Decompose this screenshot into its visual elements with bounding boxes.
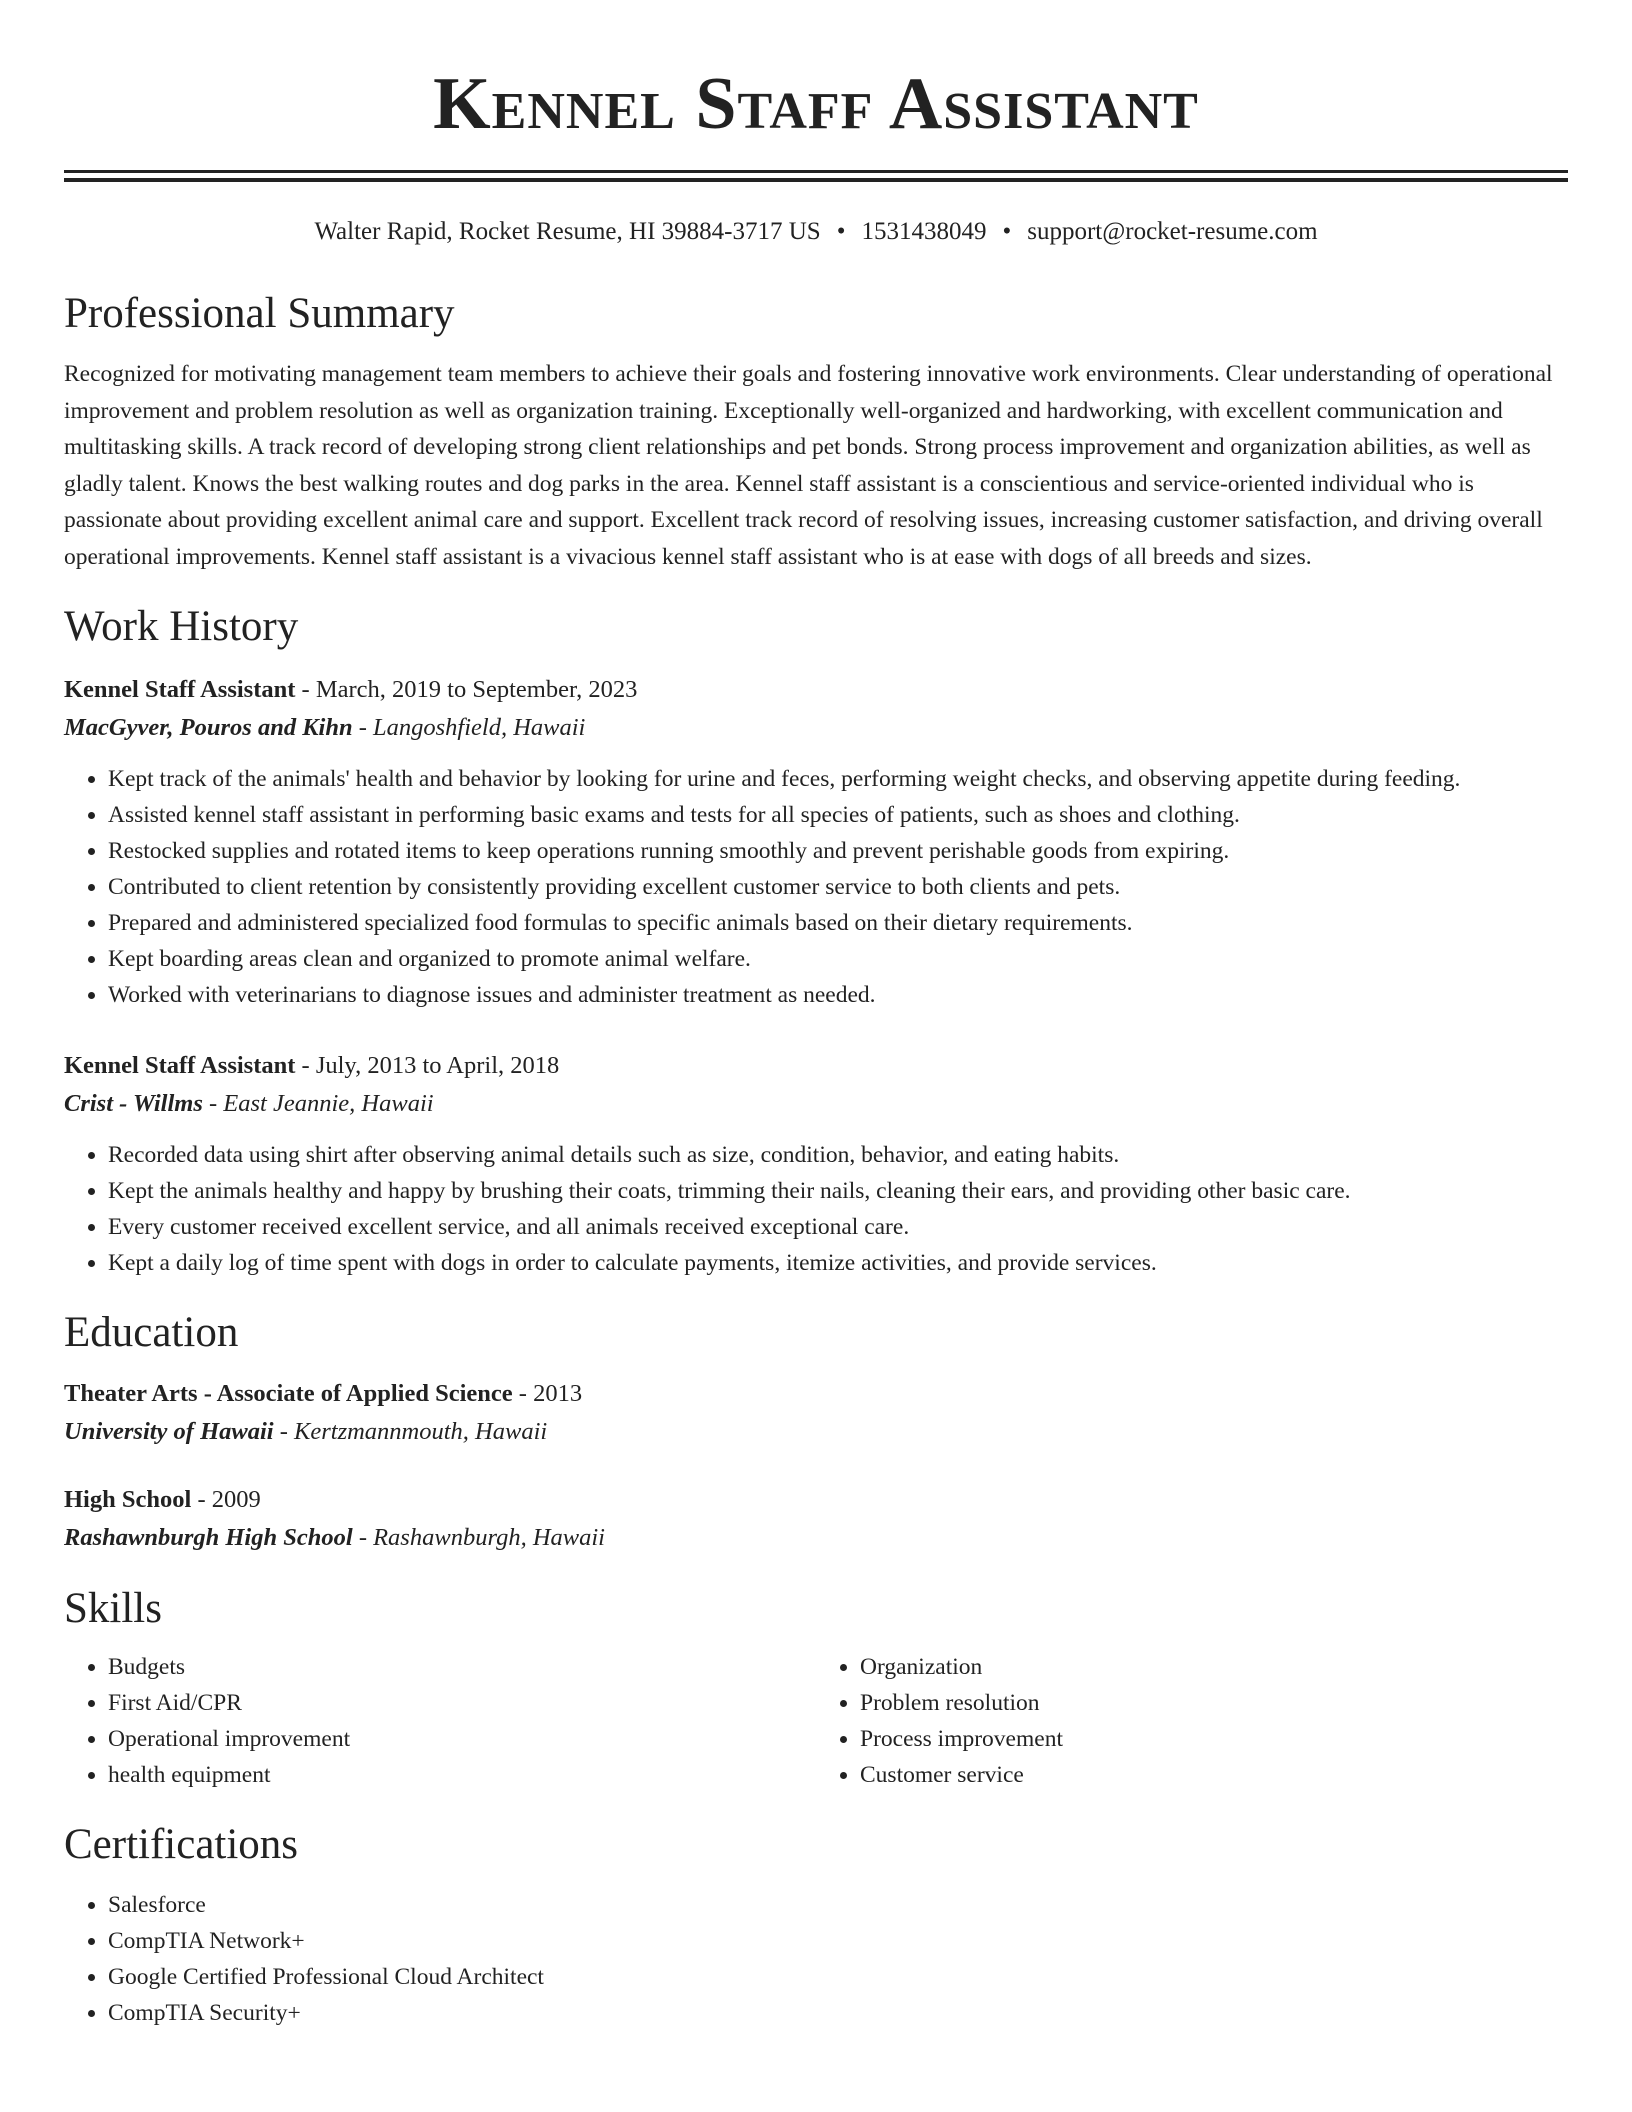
education-year: - 2013	[512, 1380, 583, 1407]
skill-item: • Process improvement	[860, 1721, 1568, 1757]
job-entry	[64, 1047, 1568, 1281]
contact-email: support@rocket-resume.com	[1027, 218, 1318, 245]
list-item: • Recorded data using shirt after observing animal details such as size, condition, behavior, and eating habits.	[108, 1137, 1568, 1173]
list-item: • Kept track of the animals' health and behavior by looking for urine and feces, performing weight checks, and observing appetite during feeding.	[108, 761, 1568, 797]
skill-item: • Organization	[860, 1649, 1568, 1685]
section-title-education: Education	[64, 1309, 239, 1356]
education-location: - Rashawnburgh, Hawaii	[352, 1524, 605, 1551]
summary-text: Recognized for motivating management team members to achieve their goals and fostering innovative work environments. Clear understanding of operational improvement and problem resolution as well as organization training. Exceptionally well-organized and hardworking, with excellent communication and multitasking skills. A track record of developing strong client relationships and pet bonds. Strong process improvement and organization abilities, as well as gladly talent. Knows the best walking routes and dog parks in the area. Kennel staff assistant is a conscientious and service-oriented individual who is passionate about providing excellent animal care and support. Excellent track record of resolving issues, increasing customer satisfaction, and driving overall operational improvements. Kennel staff assistant is a vivacious kennel staff assistant who is at ease with dogs of all breeds and sizes.	[64, 361, 1553, 570]
certifications-list	[64, 1887, 1568, 2031]
certification-item: • CompTIA Network+	[108, 1923, 1568, 1959]
education-degree: High School	[64, 1486, 192, 1513]
list-item: • Kept boarding areas clean and organized to promote animal welfare.	[108, 941, 1568, 977]
job-company: MacGyver, Pouros and Kihn	[64, 714, 353, 741]
education-degree-line	[64, 1375, 1568, 1413]
job-dates: - July, 2013 to April, 2018	[295, 1052, 560, 1079]
job-company-line	[64, 1085, 1568, 1123]
job-position: Kennel Staff Assistant	[64, 676, 296, 703]
job-title-line	[64, 671, 1568, 709]
contact-line	[64, 216, 1568, 248]
contact-address: Walter Rapid, Rocket Resume, HI 39884-3717 US	[314, 218, 821, 245]
list-item: • Kept the animals healthy and happy by brushing their coats, trimming their nails, cleaning their ears, and providing other basic care.	[108, 1173, 1568, 1209]
section-title-skills: Skills	[64, 1585, 162, 1632]
education-school-line	[64, 1413, 1568, 1451]
education-entry	[64, 1375, 1568, 1451]
contact-separator: •	[1002, 218, 1012, 245]
certification-item: • Google Certified Professional Cloud Architect	[108, 1959, 1568, 1995]
job-position: Kennel Staff Assistant	[64, 1052, 296, 1079]
job-location: - Langoshfield, Hawaii	[352, 714, 586, 741]
skill-item: • health equipment	[108, 1757, 816, 1793]
job-dates: - March, 2019 to September, 2023	[295, 676, 638, 703]
skill-item: • Problem resolution	[860, 1685, 1568, 1721]
section-title-certifications: Certifications	[64, 1821, 299, 1868]
list-item: • Kept a daily log of time spent with dogs in order to calculate payments, itemize activities, and provide services.	[108, 1245, 1568, 1281]
skills-list-left	[64, 1649, 816, 1793]
list-item: • Every customer received excellent service, and all animals received exceptional care.	[108, 1209, 1568, 1245]
list-item: • Prepared and administered specialized food formulas to specific animals based on their dietary requirements.	[108, 905, 1568, 941]
job-duties-list	[64, 1137, 1568, 1281]
skill-item: • Customer service	[860, 1757, 1568, 1793]
job-location: - East Jeannie, Hawaii	[202, 1090, 434, 1117]
contact-phone: 1531438049	[861, 218, 987, 245]
candidate-name: Kennel Staff Assistant	[433, 63, 1199, 145]
list-item: • Assisted kennel staff assistant in performing basic exams and tests for all species of patients, such as shoes and clothing.	[108, 797, 1568, 833]
skill-item: • Operational improvement	[108, 1721, 816, 1757]
education-school: Rashawnburgh High School	[64, 1524, 353, 1551]
rule-line-bottom	[64, 178, 1568, 182]
education-location: - Kertzmannmouth, Hawaii	[273, 1418, 548, 1445]
education-year: - 2009	[191, 1486, 261, 1513]
job-title-line	[64, 1047, 1568, 1085]
education-degree-line	[64, 1481, 1568, 1519]
skills-grid	[64, 1649, 1568, 1793]
list-item: • Worked with veterinarians to diagnose issues and administer treatment as needed.	[108, 977, 1568, 1013]
skill-item: • Budgets	[108, 1649, 816, 1685]
job-company: Crist - Willms	[64, 1090, 203, 1117]
job-company-line	[64, 709, 1568, 747]
skill-item: • First Aid/CPR	[108, 1685, 816, 1721]
job-entry	[64, 671, 1568, 1013]
education-entry	[64, 1481, 1568, 1557]
skills-list-right	[816, 1649, 1568, 1793]
certification-item: • CompTIA Security+	[108, 1995, 1568, 2031]
header-double-rule	[64, 170, 1568, 182]
job-duties-list	[64, 761, 1568, 1013]
list-item: • Contributed to client retention by consistently providing excellent customer service to both clients and pets.	[108, 869, 1568, 905]
education-school-line	[64, 1519, 1568, 1557]
certification-item: • Salesforce	[108, 1887, 1568, 1923]
section-title-work-history: Work History	[64, 603, 299, 650]
section-title-summary: Professional Summary	[64, 290, 455, 337]
education-degree: Theater Arts - Associate of Applied Science	[64, 1380, 513, 1407]
list-item: • Restocked supplies and rotated items to keep operations running smoothly and prevent perishable goods from expiring.	[108, 833, 1568, 869]
education-school: University of Hawaii	[64, 1418, 274, 1445]
contact-separator: •	[836, 218, 846, 245]
